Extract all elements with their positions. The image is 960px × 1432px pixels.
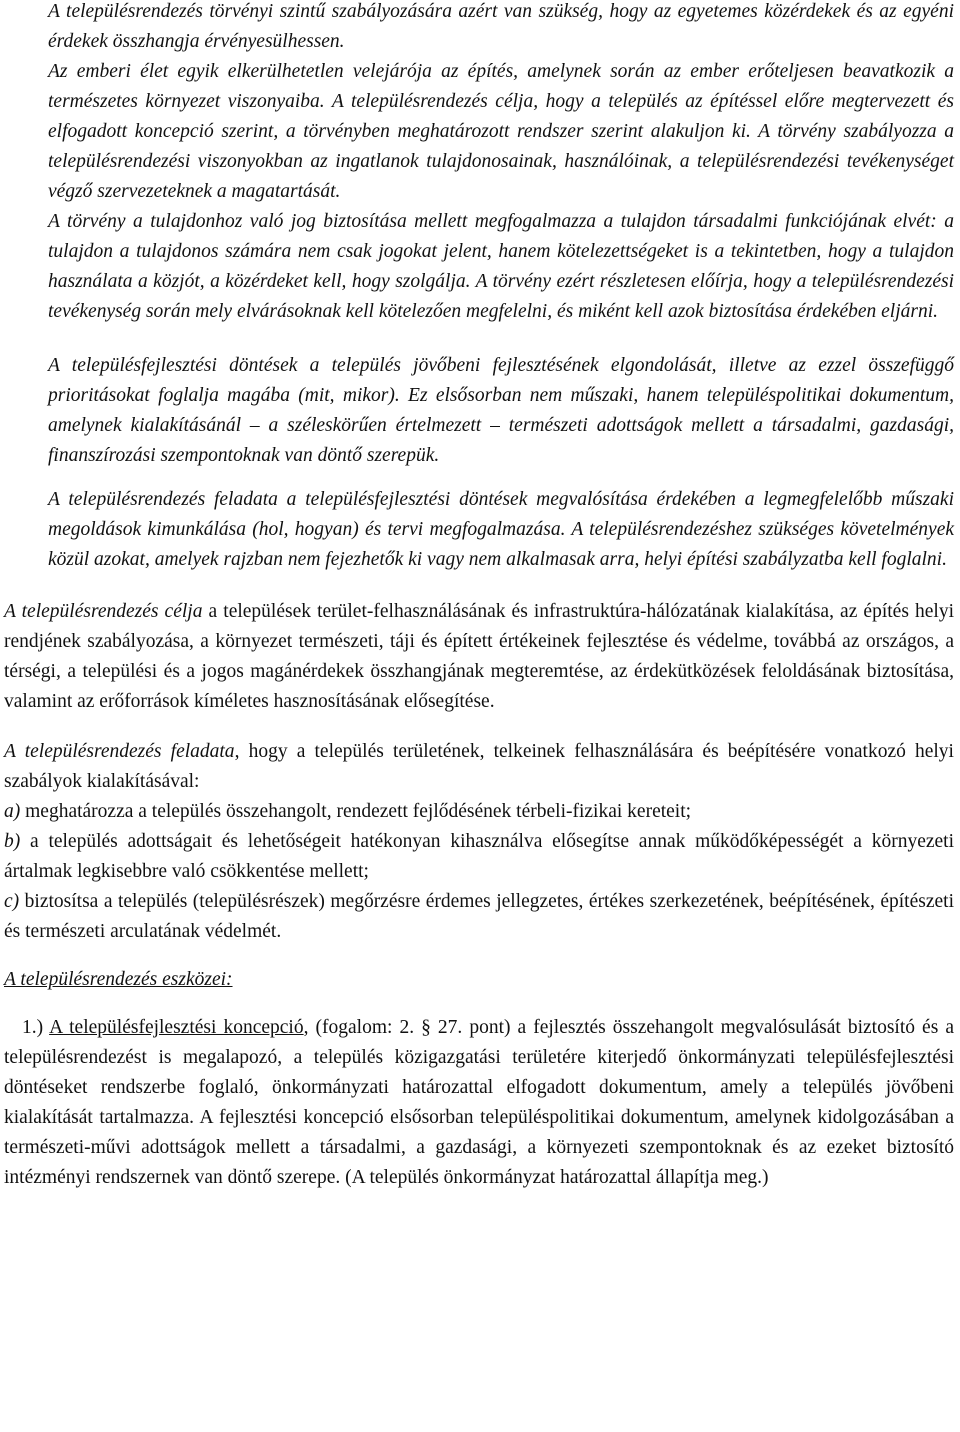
paragraph-development-concept bbox=[4, 1013, 954, 1193]
planning-task-section bbox=[4, 737, 954, 947]
list-item bbox=[4, 887, 954, 947]
list-item bbox=[4, 827, 954, 887]
item-number: 1.) bbox=[22, 1017, 44, 1038]
list-item-text: a település adottságait és lehetőségeit hatékonyan kihasználva elősegítse annak működőképességét a környezeti ártalmak legkisebbre való csökkentése mellett; bbox=[4, 831, 954, 882]
development-concept-text: , (fogalom: 2. § 27. pont) a fejlesztés összehangolt megvalósulását biztosító és a településrendezést is megalapozó, a település közigazgatási területére kiterjedő önkormányzati településfejlesztési döntéseket rendszerbe foglaló, önkormányzati határozattal elfogadott dokumentum, amely a település jövőbeni kialakítását tartalmazza. A fejlesztési koncepció elsősorban településpolitikai dokumentum, amelynek kidolgozásában a természeti-művi adottságok mellett a társadalmi, a gazdasági, a környezeti szempontoknak és az ezeket biztosító intézményi rendszernek van döntő szerepe. (A település önkormányzat határozattal állapítja meg.) bbox=[4, 1017, 954, 1188]
planning-goal-text: a települések terület-felhasználásának és infrastruktúra-hálózatának kialakítása, az építés helyi rendjének szabályozása, a környezet természeti, táji és épített értékeinek fejlesztése és védelme, továbbá az országos, a térségi, a települési és a jogos magánérdekek összhangjának megteremtése, az érdekütközések feloldásának biztosítása, valamint az erőforrások kíméletes hasznosításának elősegítése. bbox=[4, 601, 954, 712]
list-item-text: biztosítsa a település (településrészek) megőrzésre érdemes jellegzetes, értékes szerkezetének, beépítésének, építészeti és természeti arculatának védelmét. bbox=[4, 891, 954, 942]
list-marker: a) bbox=[4, 801, 21, 822]
term-planning-task: A településrendezés feladata bbox=[4, 741, 235, 762]
list-marker: c) bbox=[4, 891, 20, 912]
paragraph-planning-task-intro bbox=[4, 737, 954, 797]
italic-explanation-block bbox=[4, 0, 954, 575]
list-marker: b) bbox=[4, 831, 21, 852]
paragraph-planning-goal bbox=[4, 597, 954, 717]
section-title-tools: A településrendezés eszközei: bbox=[4, 969, 233, 990]
paragraph-planning-task: A településrendezés feladata a településfejlesztési döntések megvalósítása érdekében a legmegfelelőbb műszaki megoldások kimunkálása (hol, hogyan) és tervi megfogalmazása. A településrendezéshez szükséges követelmények közül azokat, amelyek rajzban nem fejezhetők ki vagy nem alkalmasak arra, helyi építési szabályzatba kell foglalni. bbox=[48, 489, 954, 570]
paragraph-property: A törvény a tulajdonhoz való jog biztosítása mellett megfogalmazza a tulajdon társadalmi funkciójának elvét: a tulajdon a tulajdonos számára nem csak jogokat jelent, hanem kötelezettségeket is a tekintetben, hogy a tulajdon használata a közjót, a közérdeket kell, hogy szolgálja. A törvény ezért részletesen előírja, hogy a településrendezési tevékenység során mely elvárásoknak kell kötelezően megfelelni, és miként kell azok biztosítása érdekében eljárni. bbox=[48, 211, 954, 322]
term-development-concept: A településfejlesztési koncepció bbox=[49, 1017, 304, 1038]
paragraph-building: Az emberi élet egyik elkerülhetetlen velejárója az építés, amelynek során az ember erőteljesen beavatkozik a természetes környezet viszonyaiba. A településrendezés célja, hogy a település az építéssel előre megtervezett és elfogadott koncepció szerint, a törvényben meghatározott rendszer szerint alakuljon ki. A törvény szabályozza a településrendezési viszonyokban az ingatlanok tulajdonosainak, használóinak, a településrendezési tevékenységet végző szervezeteknek a magatartását. bbox=[48, 61, 954, 202]
paragraph-development-decisions: A településfejlesztési döntések a település jövőbeni fejlesztésének elgondolását, illetve az ezzel összefüggő prioritásokat foglalja magába (mit, mikor). Ez elsősorban nem műszaki, hanem településpolitikai dokumentum, amelynek kialakításánál – a széleskörűen értelmezett – természeti adottságok mellett a társadalmi, gazdasági, finanszírozási szempontoknak van döntő szerepük. bbox=[48, 355, 954, 466]
list-item-text: meghatározza a település összehangolt, rendezett fejlődésének térbeli-fizikai kereteit; bbox=[20, 801, 692, 822]
list-item bbox=[4, 797, 954, 827]
paragraph-purpose: A településrendezés törvényi szintű szabályozására azért van szükség, hogy az egyetemes közérdekek és az egyéni érdekek összhangja érvényesülhessen. bbox=[48, 1, 954, 52]
planning-task-intro-text: , hogy a település területének, telkeinek felhasználására és beépítésére vonatkozó helyi szabályok kialakításával: bbox=[4, 741, 954, 792]
term-planning-goal: A településrendezés célja bbox=[4, 601, 203, 622]
